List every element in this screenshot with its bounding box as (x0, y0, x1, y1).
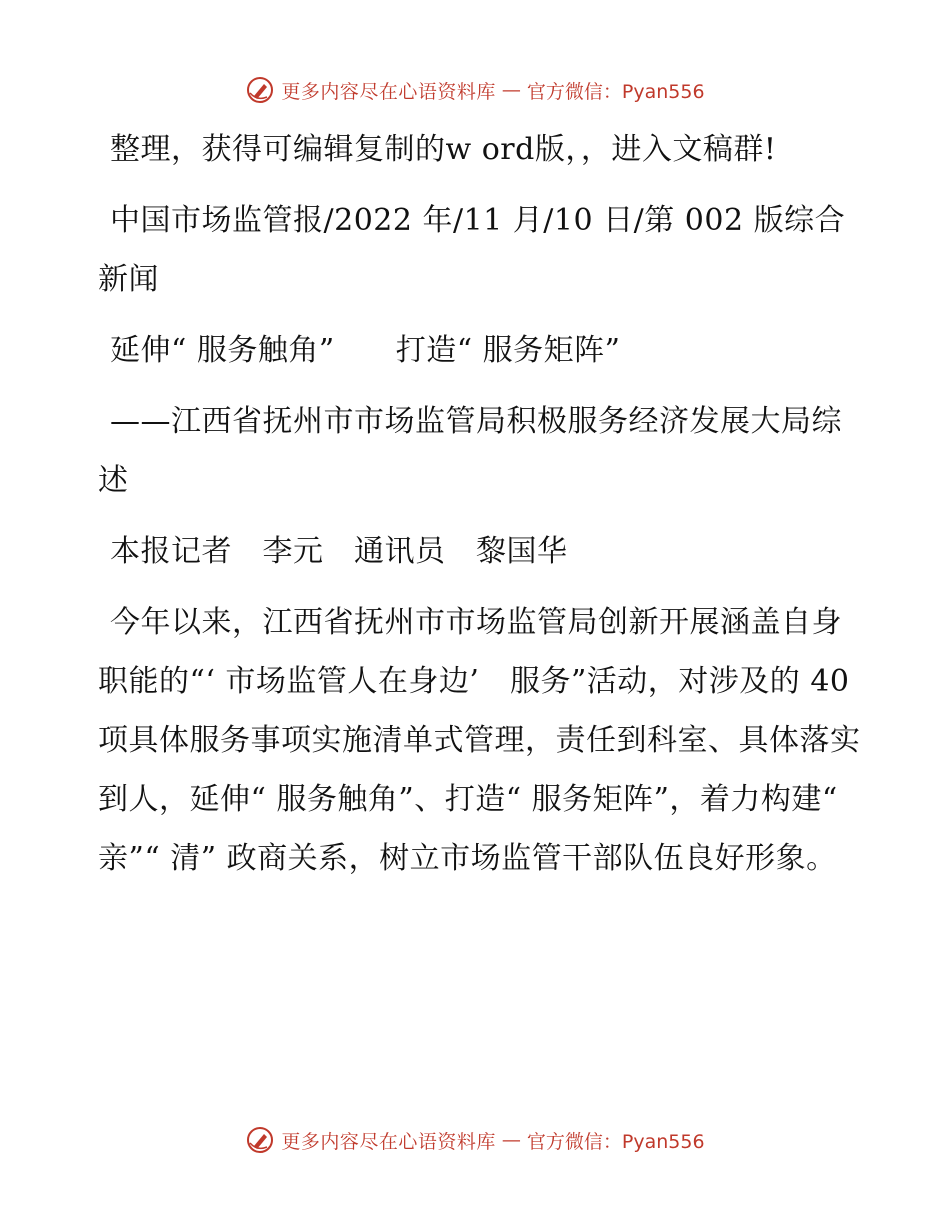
article-subtitle: ——江西省抚州市市场监管局积极服务经济发展大局综述 (98, 404, 842, 498)
article-title: 延伸“ 服务触角” 打造“ 服务矩阵” (110, 333, 621, 368)
body-paragraph: 今年以来，江西省抚州市市场监管局创新开展涵盖自身职能的“‘ 市场监管人在身边’ 服务”活动，对涉及的 40 项具体服务事项实施清单式管理，责任到科室、具体落实到人，延伸“ 服务触角”、打造“ 服务矩阵”，着力构建“ 亲”“ 清” 政商关系，树立市场监管干部队伍良好形象。 (98, 605, 861, 876)
byline: 本报记者 李元 通讯员 黎国华 (110, 534, 568, 569)
banner-text: 更多内容尽在心语资料库 (281, 1130, 496, 1153)
pen-logo-icon (245, 1125, 275, 1155)
banner-wechat: 官方微信：Pyan556 (526, 80, 705, 103)
banner-text: 更多内容尽在心语资料库 (281, 80, 496, 103)
banner-separator: — (501, 1129, 521, 1151)
pen-logo-icon (245, 75, 275, 105)
document-body (98, 120, 868, 900)
banner-wechat: 官方微信：Pyan556 (526, 1130, 705, 1153)
footer-banner (0, 1120, 950, 1160)
header-banner (0, 70, 950, 110)
banner-separator: — (501, 79, 521, 101)
intro-paragraph: 整理，获得可编辑复制的w ord版，，进入文稿群! (110, 132, 777, 167)
source-line: 中国市场监管报/2022 年/11 月/10 日/第 002 版综合新闻 (98, 203, 846, 297)
